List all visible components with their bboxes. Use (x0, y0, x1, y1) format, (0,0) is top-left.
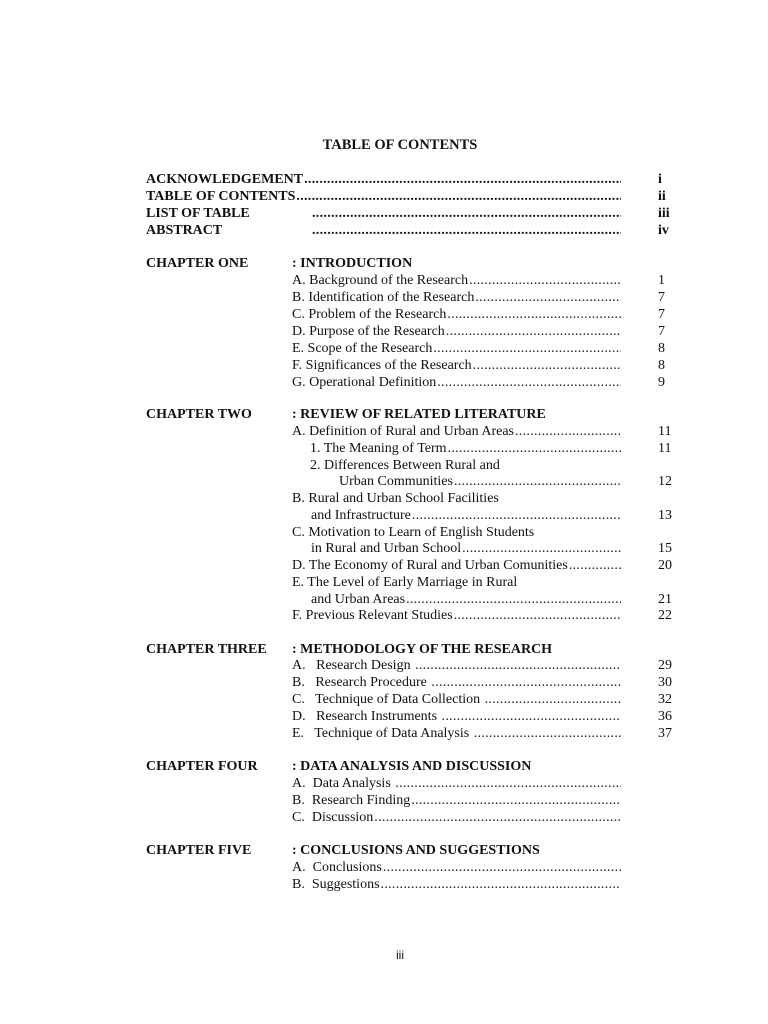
chapter-two-title[interactable]: : REVIEW OF RELATED LITERATURE (292, 407, 546, 422)
toc-entry-label: D. Purpose of the Research (292, 324, 445, 339)
toc-entry-label: C. Motivation to Learn of English Students (292, 525, 535, 540)
toc-entry[interactable] (292, 692, 621, 709)
toc-entry-list-of-table[interactable] (146, 206, 621, 223)
toc-entry[interactable] (292, 324, 621, 341)
toc-page-number: 30 (658, 675, 672, 690)
toc-entry-label: B. Research Finding (292, 793, 411, 808)
toc-entry[interactable] (311, 508, 621, 525)
chapter-four-title[interactable]: : DATA ANALYSIS AND DISCUSSION (292, 759, 532, 774)
toc-entry[interactable] (311, 592, 621, 609)
leader-dots (304, 172, 621, 188)
leader-dots (381, 877, 621, 893)
toc-entry[interactable] (292, 860, 621, 877)
toc-entry-label: 2. Differences Between Rural and (310, 458, 500, 473)
toc-entry[interactable] (292, 358, 621, 375)
toc-entry-label: B. Suggestions (292, 877, 380, 892)
toc-entry-label: C. Discussion (292, 810, 374, 825)
chapter-three-title[interactable]: : METHODOLOGY OF THE RESEARCH (292, 642, 553, 657)
toc-page-number: 15 (658, 541, 672, 556)
toc-entry-label: B. Identification of the Research (292, 290, 475, 305)
leader-dots (412, 508, 621, 524)
toc-entry-label: E. The Level of Early Marriage in Rural (292, 575, 518, 590)
toc-page-number: 13 (658, 508, 672, 523)
toc-entry[interactable] (292, 658, 621, 675)
toc-entry[interactable] (292, 675, 621, 692)
leader-dots (415, 658, 621, 674)
leader-dots (569, 558, 621, 574)
toc-entry[interactable] (292, 290, 621, 307)
toc-page-number: 8 (658, 358, 665, 373)
toc-entry-label: F. Significances of the Research (292, 358, 472, 373)
toc-entry-label: TABLE OF CONTENTS (146, 189, 296, 204)
leader-dots (383, 860, 621, 876)
toc-page-number: 37 (658, 726, 672, 741)
leader-dots (442, 709, 621, 725)
toc-entry[interactable] (292, 375, 621, 392)
chapter-three-label: CHAPTER THREE (146, 642, 267, 657)
toc-entry[interactable] (292, 726, 621, 743)
toc-page-number: 12 (658, 474, 672, 489)
toc-entry-label: E. Technique of Data Analysis (292, 726, 473, 741)
toc-entry-label: in Rural and Urban School (311, 541, 462, 556)
toc-entry-label: and Infrastructure (311, 508, 411, 523)
leader-dots (462, 541, 621, 557)
toc-page-number: 1 (658, 273, 665, 288)
toc-entry-label: A. Data Analysis (292, 776, 395, 791)
page-title: TABLE OF CONTENTS (322, 137, 478, 153)
leader-dots (437, 375, 621, 391)
leader-dots (469, 273, 621, 289)
toc-entry-abstract[interactable] (146, 223, 621, 240)
toc-entry-label: LIST OF TABLE (146, 206, 250, 221)
toc-entry-label: C. Technique of Data Collection (292, 692, 484, 707)
toc-entry[interactable] (311, 541, 621, 558)
toc-entry[interactable] (292, 424, 621, 441)
toc-page-number: 9 (658, 375, 665, 390)
toc-page-number: 36 (658, 709, 672, 724)
toc-entry[interactable] (292, 877, 621, 894)
toc-entry-table-of-contents[interactable] (146, 189, 621, 206)
toc-page-number: ii (658, 189, 666, 204)
leader-dots (395, 776, 621, 792)
toc-entry[interactable] (310, 441, 621, 458)
toc-page-number: 22 (658, 608, 672, 623)
leader-dots (312, 223, 621, 239)
toc-entry-label: G. Operational Definition (292, 375, 437, 390)
toc-entry[interactable] (292, 776, 621, 793)
toc-entry[interactable] (292, 273, 621, 290)
toc-page-number: i (658, 172, 662, 187)
chapter-one-title[interactable]: : INTRODUCTION (292, 256, 413, 271)
toc-entry-acknowledgement[interactable] (146, 172, 621, 189)
toc-entry[interactable] (292, 341, 621, 358)
toc-entry-label: F. Previous Relevant Studies (292, 608, 453, 623)
leader-dots (473, 358, 621, 374)
toc-page-number: iv (658, 223, 669, 238)
toc-page-number: 7 (658, 290, 665, 305)
chapter-one-label: CHAPTER ONE (146, 256, 249, 271)
toc-entry-label: A. Definition of Rural and Urban Areas (292, 424, 514, 439)
page-number-footer: iii (396, 948, 404, 962)
leader-dots (411, 793, 621, 809)
leader-dots (374, 810, 621, 826)
toc-entry-label: ACKNOWLEDGEMENT (146, 172, 304, 187)
chapter-four-label: CHAPTER FOUR (146, 759, 258, 774)
leader-dots (433, 341, 621, 357)
toc-entry-label: A. Research Design (292, 658, 415, 673)
toc-page-number: 20 (658, 558, 672, 573)
leader-dots (515, 424, 621, 440)
toc-entry[interactable] (292, 810, 621, 827)
leader-dots (448, 441, 621, 457)
leader-dots (485, 692, 621, 708)
toc-entry[interactable] (339, 474, 621, 491)
toc-entry-label: 1. The Meaning of Term (310, 441, 447, 456)
leader-dots (474, 726, 621, 742)
toc-entry-label: B. Rural and Urban School Facilities (292, 491, 499, 506)
toc-page-number: 11 (658, 424, 672, 439)
toc-entry-label: A. Background of the Research (292, 273, 469, 288)
toc-entry[interactable] (292, 307, 621, 324)
chapter-five-label: CHAPTER FIVE (146, 843, 252, 858)
toc-entry-label: Urban Communities (339, 474, 453, 489)
toc-entry-label: E. Scope of the Research (292, 341, 433, 356)
chapter-five-title[interactable]: : CONCLUSIONS AND SUGGESTIONS (292, 843, 540, 858)
toc-page-number: 7 (658, 324, 665, 339)
toc-entry-label: B. Research Procedure (292, 675, 431, 690)
leader-dots (406, 592, 621, 608)
toc-entry-label: A. Conclusions (292, 860, 382, 875)
toc-entry-label: ABSTRACT (146, 223, 223, 238)
toc-page-number: 11 (658, 441, 672, 456)
toc-entry[interactable] (292, 608, 621, 625)
leader-dots (447, 307, 621, 323)
leader-dots (431, 675, 621, 691)
toc-entry-label: D. The Economy of Rural and Urban Comunities (292, 558, 568, 573)
toc-entry[interactable] (292, 558, 621, 575)
leader-dots (312, 206, 621, 222)
toc-entry[interactable] (292, 709, 621, 726)
toc-page-number: 32 (658, 692, 672, 707)
toc-page-number: 21 (658, 592, 672, 607)
toc-page-number: iii (658, 206, 670, 221)
leader-dots (475, 290, 621, 306)
toc-entry-label: C. Problem of the Research (292, 307, 447, 322)
toc-page-number: 29 (658, 658, 672, 673)
toc-entry-label: D. Research Instruments (292, 709, 441, 724)
leader-dots (454, 608, 621, 624)
toc-page-number: 7 (658, 307, 665, 322)
leader-dots (446, 324, 621, 340)
toc-entry[interactable] (292, 793, 621, 810)
leader-dots (296, 189, 621, 205)
toc-entry-label: and Urban Areas (311, 592, 406, 607)
toc-page-number: 8 (658, 341, 665, 356)
leader-dots (454, 474, 621, 490)
chapter-two-label: CHAPTER TWO (146, 407, 252, 422)
